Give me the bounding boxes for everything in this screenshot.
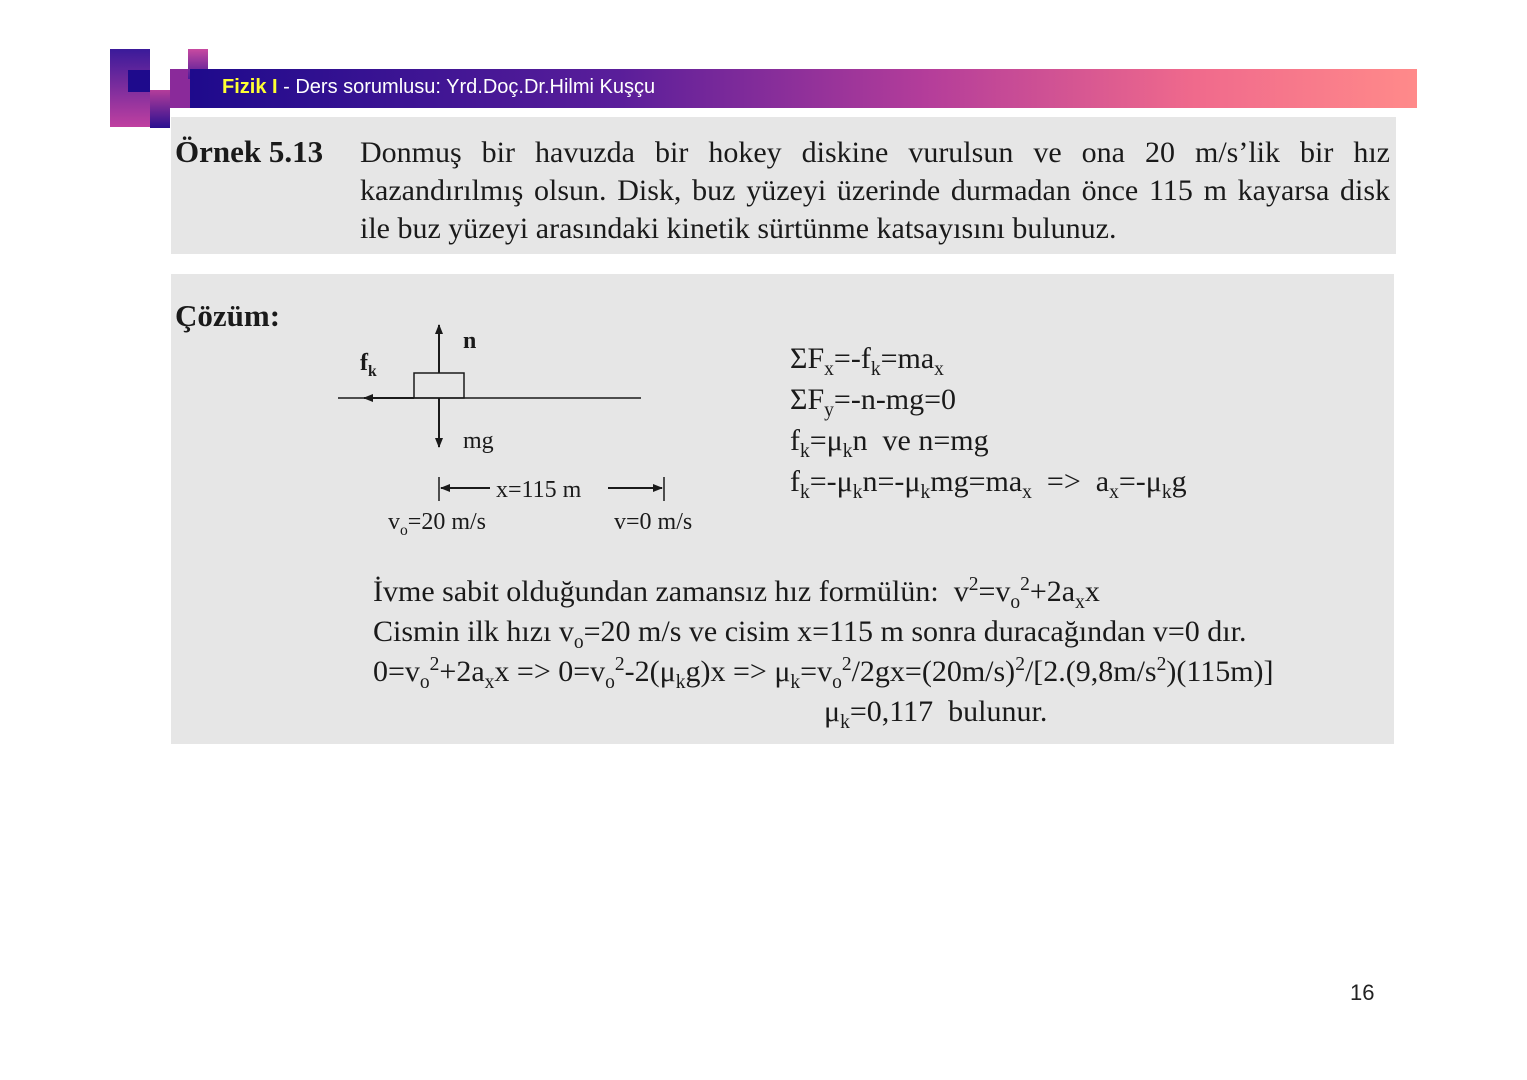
header-separator: -: [277, 76, 296, 98]
header-title: [222, 76, 655, 99]
distance-label: x=115 m: [496, 477, 582, 503]
course-name: Fizik I: [222, 76, 278, 98]
example-text: Donmuş bir havuzda bir hokey diskine vurulsun ve ona 20 m/s’lik bir hız kazandırılmış olsun. Disk, buz yüzeyi üzerinde durmadan önce 115 m kayarsa disk ile buz yüzeyi arasındaki kinetik sürtünme katsayısını bulunuz.: [360, 136, 1390, 245]
logo-square-4: [170, 69, 190, 108]
equation-acceleration: $f_k=-\mu_kn=-\mu_kmg=ma_x => a_x=-\mu_kg$: [790, 465, 1187, 503]
solution-line-3: $0=v_o^2+2a_xx => 0=v_o^2-2(\mu_kg)x => \mu_k=v_o^2/2gx=(20m/s)^2/[2.(9,8m/s^2)(115m)]$: [373, 654, 1274, 693]
force-equations: [790, 338, 1187, 502]
solution-label: Çözüm:: [175, 298, 281, 333]
equation-sum-fx: $\Sigma F_x=-f_k=ma_x$: [790, 342, 944, 380]
equation-sum-fy: $\Sigma F_y=-n-mg=0$: [790, 383, 957, 421]
solution-line-1: İvme sabit olduğundan zamansız hız formülün: $v^2=v_o^2+2a_xx$: [373, 574, 1100, 613]
logo-square-2: [128, 70, 150, 92]
logo-square-3: [150, 90, 170, 128]
normal-force-label: n: [463, 328, 477, 354]
page-number: 16: [1350, 980, 1375, 1005]
solution-line-2: Cismin ilk hızı $v_o=20$ m/s ve cisim x=115 m sonra duracağından v=0 dır.: [373, 615, 1247, 653]
puck-box: [414, 373, 464, 398]
solution-result: $\mu_k=0,117$ bulunur.: [824, 695, 1048, 733]
solution-body: [373, 572, 1274, 732]
friction-label: $f_k$: [360, 350, 377, 380]
instructor-line: Ders sorumlusu: Yrd.Doç.Dr.Hilmi Kuşçu: [295, 76, 656, 98]
equation-friction: $f_k=\mu_kn$ ve n=mg: [790, 424, 989, 462]
final-velocity-label: v=0 m/s: [614, 509, 693, 535]
initial-velocity-label: $v_o=20$ m/s: [388, 509, 487, 539]
weight-label: mg: [463, 428, 494, 454]
example-label: Örnek 5.13: [175, 134, 324, 169]
